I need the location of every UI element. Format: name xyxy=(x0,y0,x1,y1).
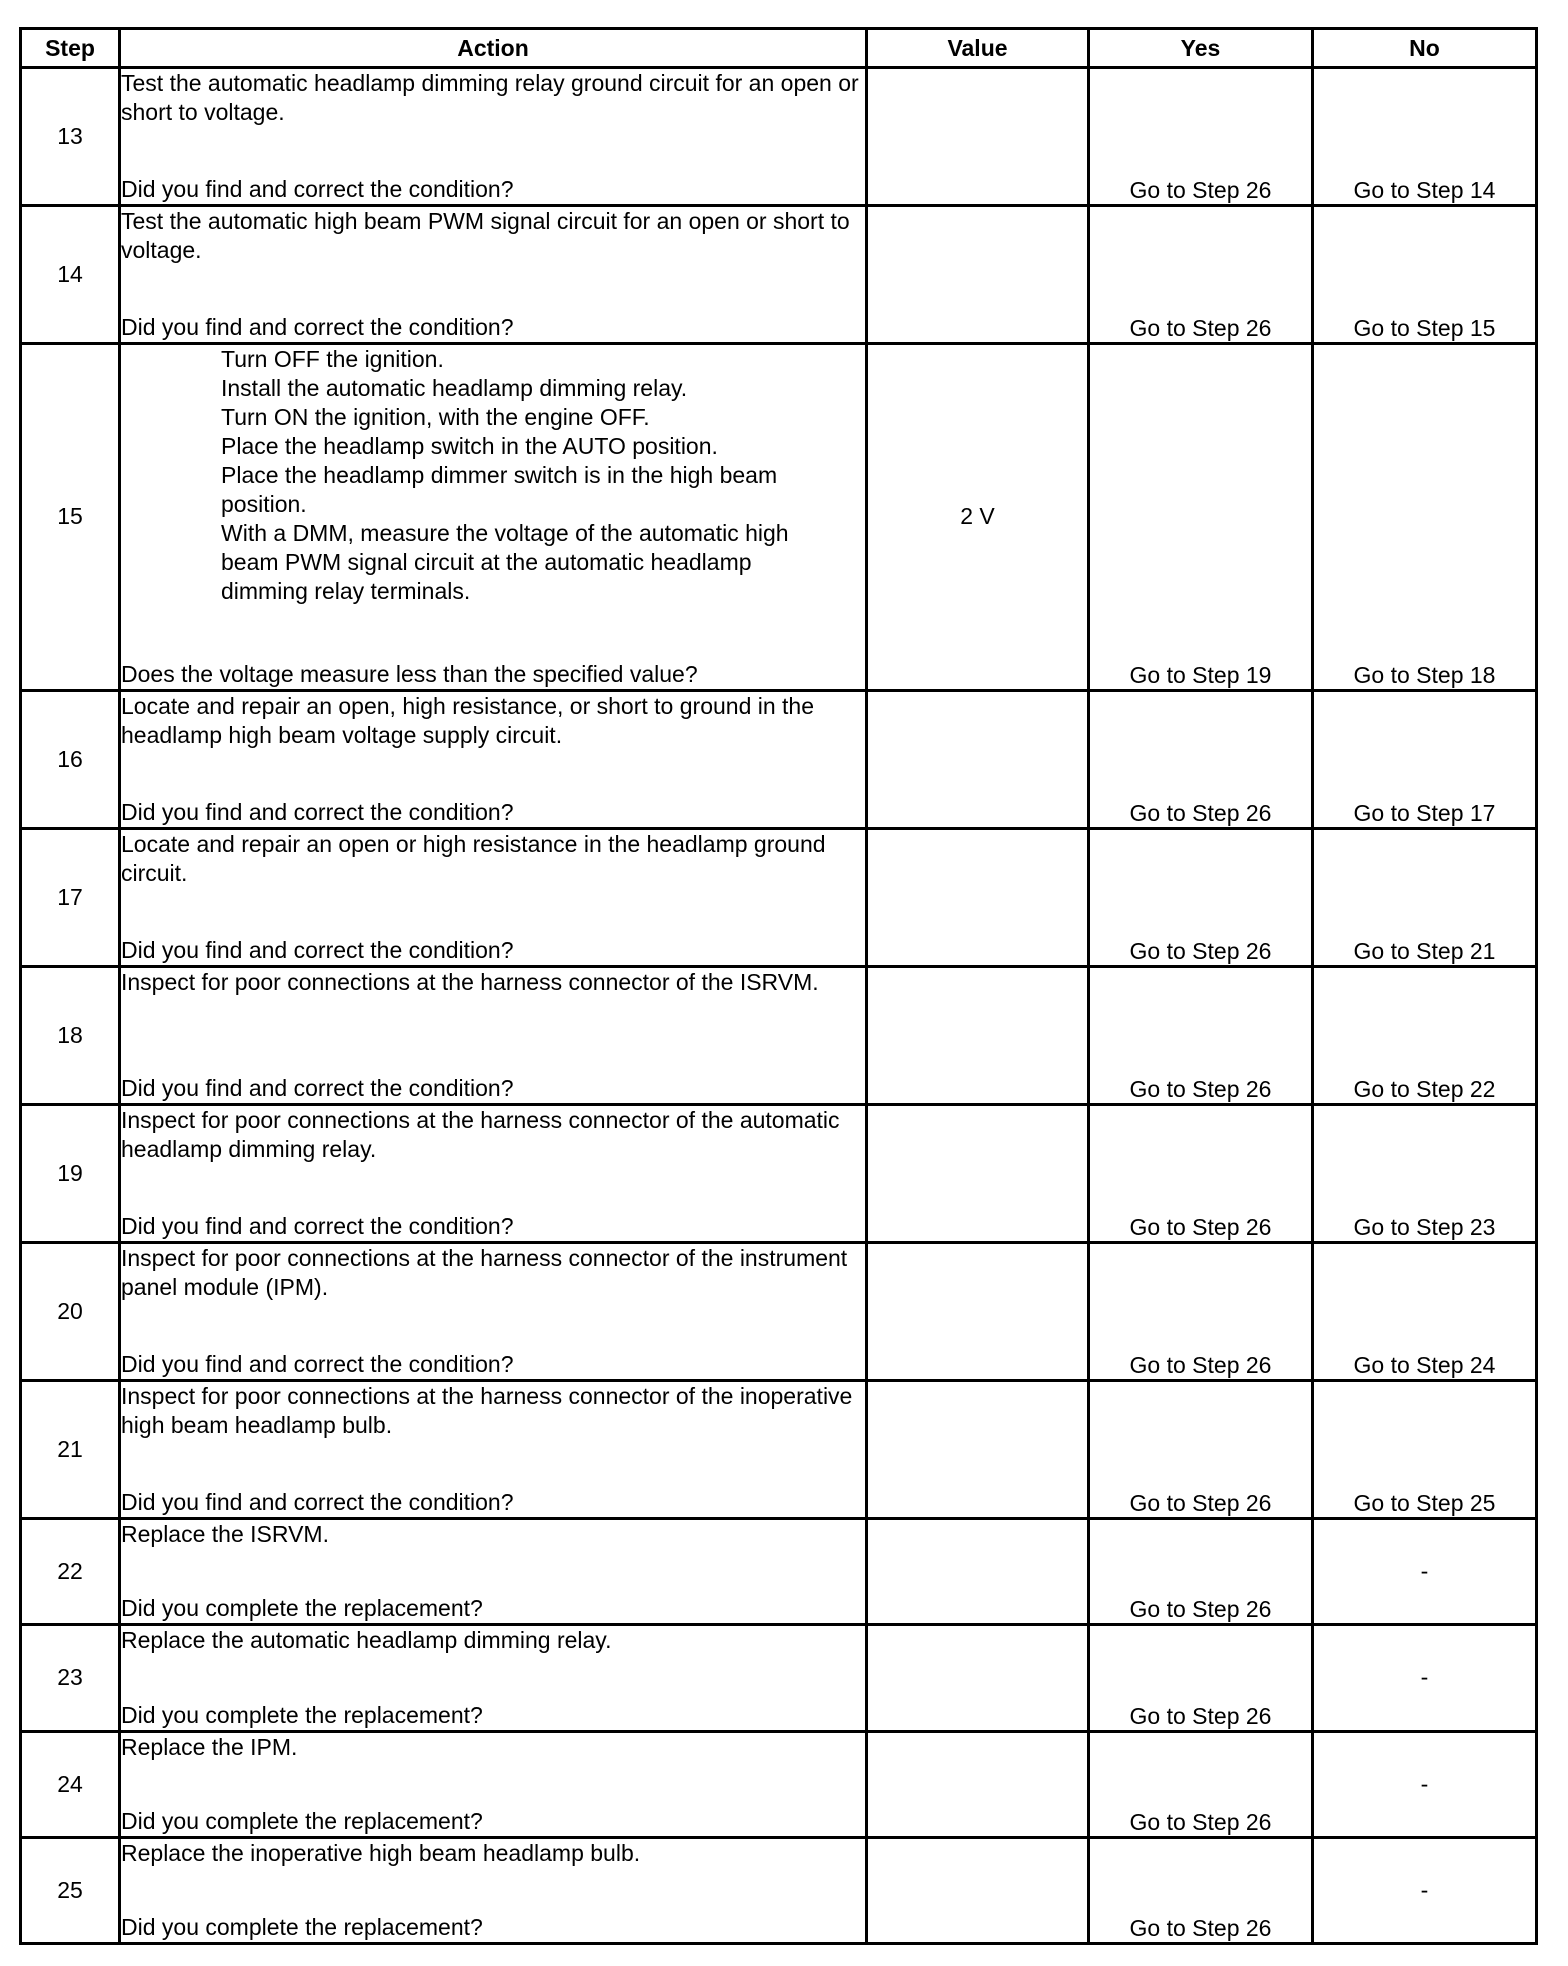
action-cell xyxy=(120,966,867,1104)
value-cell xyxy=(867,1242,1089,1380)
action-question: Did you find and correct the condition? xyxy=(121,936,514,963)
action-question: Did you find and correct the condition? xyxy=(121,1074,514,1101)
no-result: Go to Step 17 xyxy=(1313,690,1537,828)
action-question: Did you complete the replacement? xyxy=(121,1914,483,1940)
action-text: Test the automatic high beam PWM signal circuit for an open or short to voltage. xyxy=(121,208,850,264)
action-question: Did you find and correct the condition? xyxy=(121,176,514,203)
action-text: Locate and repair an open or high resistance in the headlamp ground circuit. xyxy=(121,830,826,886)
procedure-step: Place the headlamp dimmer switch is in the high beam xyxy=(221,462,778,489)
yes-result: Go to Step 26 xyxy=(1089,828,1313,966)
action-cell xyxy=(120,1731,867,1837)
value-cell: 2 V xyxy=(867,344,1089,690)
header-action: Action xyxy=(120,29,867,68)
action-text: Inspect for poor connections at the harness connector of the instrument panel module (IPM). xyxy=(121,1244,848,1300)
action-text: Replace the ISRVM. xyxy=(121,1521,329,1548)
no-result: Go to Step 21 xyxy=(1313,828,1537,966)
table-row xyxy=(21,206,1537,344)
step-number: 22 xyxy=(21,1519,120,1625)
action-text: Inspect for poor connections at the harness connector of the automatic headlamp dimming relay. xyxy=(121,1106,840,1162)
value-cell xyxy=(867,1837,1089,1943)
action-question: Did you complete the replacement? xyxy=(121,1807,483,1834)
action-text: Inspect for poor connections at the harness connector of the ISRVM. xyxy=(121,968,819,995)
procedure-step: Turn ON the ignition, with the engine OFF. xyxy=(221,404,650,431)
value-cell xyxy=(867,966,1089,1104)
no-result: Go to Step 22 xyxy=(1313,966,1537,1104)
table-row xyxy=(21,1837,1537,1943)
action-question: Did you find and correct the condition? xyxy=(121,798,514,825)
table-row xyxy=(21,690,1537,828)
no-result: - xyxy=(1313,1731,1537,1837)
procedure-step: With a DMM, measure the voltage of the automatic high xyxy=(221,520,789,547)
action-question: Does the voltage measure less than the specified value? xyxy=(121,660,698,687)
table-row xyxy=(21,1731,1537,1837)
action-question: Did you find and correct the condition? xyxy=(121,314,514,341)
action-cell xyxy=(120,1625,867,1731)
action-question: Did you find and correct the condition? xyxy=(121,1212,514,1239)
procedure-step: position. xyxy=(221,491,307,518)
step-number: 19 xyxy=(21,1104,120,1242)
yes-result: Go to Step 26 xyxy=(1089,206,1313,344)
action-cell xyxy=(120,1837,867,1943)
procedure-step: Install the automatic headlamp dimming relay. xyxy=(221,375,688,402)
action-text: Locate and repair an open, high resistance, or short to ground in the headlamp high beam voltage supply circuit. xyxy=(121,692,815,748)
no-result: Go to Step 24 xyxy=(1313,1242,1537,1380)
no-result: Go to Step 25 xyxy=(1313,1381,1537,1519)
action-text: Inspect for poor connections at the harness connector of the inoperative high beam headlamp bulb. xyxy=(121,1383,853,1439)
yes-result: Go to Step 26 xyxy=(1089,1242,1313,1380)
no-result: Go to Step 23 xyxy=(1313,1104,1537,1242)
value-cell xyxy=(867,1519,1089,1625)
step-number: 23 xyxy=(21,1625,120,1731)
table-row xyxy=(21,1625,1537,1731)
action-question: Did you find and correct the condition? xyxy=(121,1351,514,1378)
procedure-list xyxy=(121,345,865,606)
no-result: - xyxy=(1313,1519,1537,1625)
value-cell xyxy=(867,1104,1089,1242)
value-cell xyxy=(867,206,1089,344)
step-number: 24 xyxy=(21,1731,120,1837)
action-cell xyxy=(120,1519,867,1625)
procedure-step: Turn OFF the ignition. xyxy=(221,346,444,373)
action-cell xyxy=(120,1381,867,1519)
step-number: 20 xyxy=(21,1242,120,1380)
step-number: 15 xyxy=(21,344,120,690)
table-row xyxy=(21,1242,1537,1380)
action-text: Replace the IPM. xyxy=(121,1733,298,1760)
table-row xyxy=(21,68,1537,206)
yes-result: Go to Step 26 xyxy=(1089,1104,1313,1242)
procedure-step: Place the headlamp switch in the AUTO position. xyxy=(221,433,718,460)
step-number: 21 xyxy=(21,1381,120,1519)
yes-result: Go to Step 26 xyxy=(1089,1837,1313,1943)
value-cell xyxy=(867,1381,1089,1519)
yes-result: Go to Step 26 xyxy=(1089,1381,1313,1519)
yes-result: Go to Step 26 xyxy=(1089,966,1313,1104)
yes-result: Go to Step 19 xyxy=(1089,344,1313,690)
no-result: Go to Step 15 xyxy=(1313,206,1537,344)
step-number: 14 xyxy=(21,206,120,344)
step-number: 16 xyxy=(21,690,120,828)
step-number: 25 xyxy=(21,1837,120,1943)
value-cell xyxy=(867,1625,1089,1731)
yes-result: Go to Step 26 xyxy=(1089,1519,1313,1625)
no-result: - xyxy=(1313,1837,1537,1943)
yes-result: Go to Step 26 xyxy=(1089,1731,1313,1837)
header-step: Step xyxy=(21,29,120,68)
procedure-step: dimming relay terminals. xyxy=(221,578,471,605)
action-question: Did you find and correct the condition? xyxy=(121,1489,514,1516)
action-cell xyxy=(120,1242,867,1380)
table-row xyxy=(21,344,1537,690)
value-cell xyxy=(867,1731,1089,1837)
value-cell xyxy=(867,68,1089,206)
procedure-step: beam PWM signal circuit at the automatic headlamp xyxy=(221,549,752,576)
action-cell xyxy=(120,1104,867,1242)
yes-result: Go to Step 26 xyxy=(1089,68,1313,206)
no-result: Go to Step 18 xyxy=(1313,344,1537,690)
header-value: Value xyxy=(867,29,1089,68)
action-cell xyxy=(120,344,867,690)
header-no: No xyxy=(1313,29,1537,68)
action-question: Did you complete the replacement? xyxy=(121,1701,483,1728)
value-cell xyxy=(867,690,1089,828)
action-text: Test the automatic headlamp dimming relay ground circuit for an open or short to voltage. xyxy=(121,70,859,125)
step-number: 18 xyxy=(21,966,120,1104)
table-row xyxy=(21,1381,1537,1519)
header-row xyxy=(21,29,1537,68)
table-row xyxy=(21,828,1537,966)
action-cell xyxy=(120,690,867,828)
no-result: - xyxy=(1313,1625,1537,1731)
step-number: 13 xyxy=(21,68,120,206)
value-cell xyxy=(867,828,1089,966)
action-cell xyxy=(120,206,867,344)
step-number: 17 xyxy=(21,828,120,966)
no-result: Go to Step 14 xyxy=(1313,68,1537,206)
diagnostic-table xyxy=(19,27,1538,1945)
action-text: Replace the inoperative high beam headlamp bulb. xyxy=(121,1839,641,1866)
yes-result: Go to Step 26 xyxy=(1089,690,1313,828)
action-cell xyxy=(120,828,867,966)
table-row xyxy=(21,1519,1537,1625)
table-row xyxy=(21,966,1537,1104)
header-yes: Yes xyxy=(1089,29,1313,68)
action-question: Did you complete the replacement? xyxy=(121,1595,483,1622)
action-text: Replace the automatic headlamp dimming relay. xyxy=(121,1627,612,1654)
action-cell xyxy=(120,68,867,206)
table-row xyxy=(21,1104,1537,1242)
yes-result: Go to Step 26 xyxy=(1089,1625,1313,1731)
